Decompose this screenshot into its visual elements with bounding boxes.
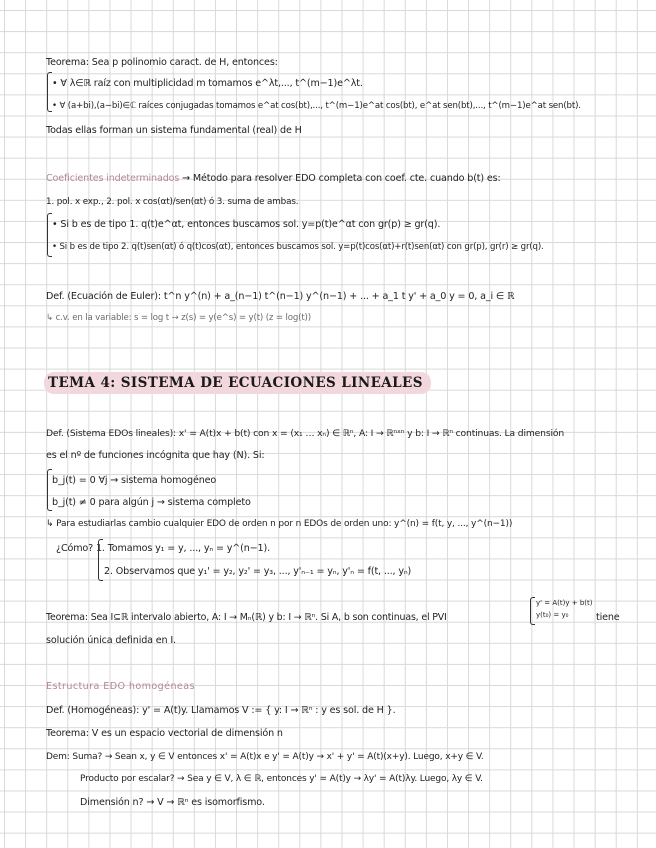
fundamental-system-text: Todas ellas forman un sistema fundamental (real) de H: [46, 125, 302, 136]
theorem-roots: Teorema: Sea p polinomio caract. de H, entonces:: [46, 57, 278, 68]
pvi-system: y' = A(t)y + b(t) y(t₀) = y₀: [536, 599, 593, 619]
proof-sum: Dem: Suma? → Sean x, y ∈ V entonces x' = A(t)x e y' = A(t)y → x' + y' = A(t)(x+y). Luego, x+y ∈ V.: [46, 752, 484, 762]
euler-def: Def. (Ecuación de Euler): t^n y^(n) + a_(n−1) t^(n−1) y^(n−1) + ... + a_1 t y' + a_0 y = 0, a_i ∈ ℝ: [46, 291, 515, 302]
how-step-2: 2. Observamos que y₁' = y₂, y₂' = y₃, ..., y'ₙ₋₁ = yₙ, y'ₙ = f(t, ..., yₙ): [104, 566, 412, 577]
brace: [98, 539, 103, 581]
dimension-text: es el nº de funciones incógnita que hay (N). Si:: [46, 450, 265, 461]
complete-case: b_j(t) ≠ 0 para algún j → sistema completo: [52, 497, 251, 508]
proof-dimension: Dimensión n? → V → ℝⁿ es isomorfismo.: [80, 797, 265, 808]
homogeneous-def: Def. (Homogéneas): y' = A(t)y. Llamamos V := { y: I → ℝⁿ : y es sol. de H }.: [46, 705, 396, 716]
proof-scalar: Producto por escalar? → Sea y ∈ V, λ ∈ ℝ, entonces y' = A(t)y → λy' = A(t)λy. Luego, λy ∈ V.: [80, 774, 483, 784]
b-types: 1. pol. x exp., 2. pol. x cos(αt)/sen(αt) ó 3. suma de ambas.: [46, 197, 299, 207]
vector-space-theorem: Teorema: V es un espacio vectorial de dimensión n: [46, 728, 283, 739]
existence-theorem: Teorema: Sea I⊆ℝ intervalo abierto, A: I → Mₙ(ℝ) y b: I → ℝⁿ. Si A, b son continuas, el PVI: [46, 612, 447, 623]
homogeneous-structure-title: Estructura EDO homogéneas: [46, 681, 195, 692]
unique-solution: solución única definida en I.: [46, 635, 176, 646]
theorem-tail: tiene: [596, 612, 620, 623]
coef-indeterminados: Coeficientes indeterminados → Método para resolver EDO completa con coef. cte. cuando b(t) es:: [46, 173, 501, 184]
theorem-real-roots: • ∀ λ∈ℝ raíz con multiplicidad m tomamos e^λt,..., t^(m−1)e^λt.: [52, 78, 363, 89]
theorem-complex-roots: • ∀ (a+bi),(a−bi)∈ℂ raíces conjugadas tomamos e^at cos(bt),..., t^(m−1)e^at cos(bt), e^at sen(bt),..., t^(m−1)e^at sen(bt).: [52, 101, 581, 111]
euler-change-variable: ↳ c.v. en la variable: s = log t → z(s) = y(e^s) = y(t) (z = log(t)): [46, 313, 311, 323]
case-exp: • Si b es de tipo 1. q(t)e^αt, entonces buscamos sol. y=p(t)e^αt con gr(p) ≥ gr(q).: [52, 219, 441, 230]
section-heading: TEMA 4: SISTEMA DE ECUACIONES LINEALES: [44, 372, 431, 394]
order-reduction: ↳ Para estudiarlas cambio cualquier EDO de orden n por n EDOs de orden uno: y^(n) = f(t, y, ..., y^(n−1)): [46, 519, 513, 529]
linear-system-def: Def. (Sistema EDOs lineales): x' = A(t)x + b(t) con x = (x₁ … xₙ) ∈ ℝⁿ, A: I → ℝⁿˣⁿ y b: I → ℝⁿ continuas. La dimensión: [46, 428, 565, 439]
homogeneous-case: b_j(t) = 0 ∀j → sistema homogéneo: [52, 475, 217, 486]
brace: [530, 597, 535, 625]
case-trig: • Si b es de tipo 2. q(t)sen(αt) ó q(t)cos(αt), entonces buscamos sol. y=p(t)cos(αt)+r(t)sen(αt) con gr(p), gr(r) ≥ gr(q).: [52, 242, 544, 252]
how-step-1: ¿Cómo? 1. Tomamos y₁ = y, ..., yₙ = y^(n−1).: [56, 543, 271, 554]
